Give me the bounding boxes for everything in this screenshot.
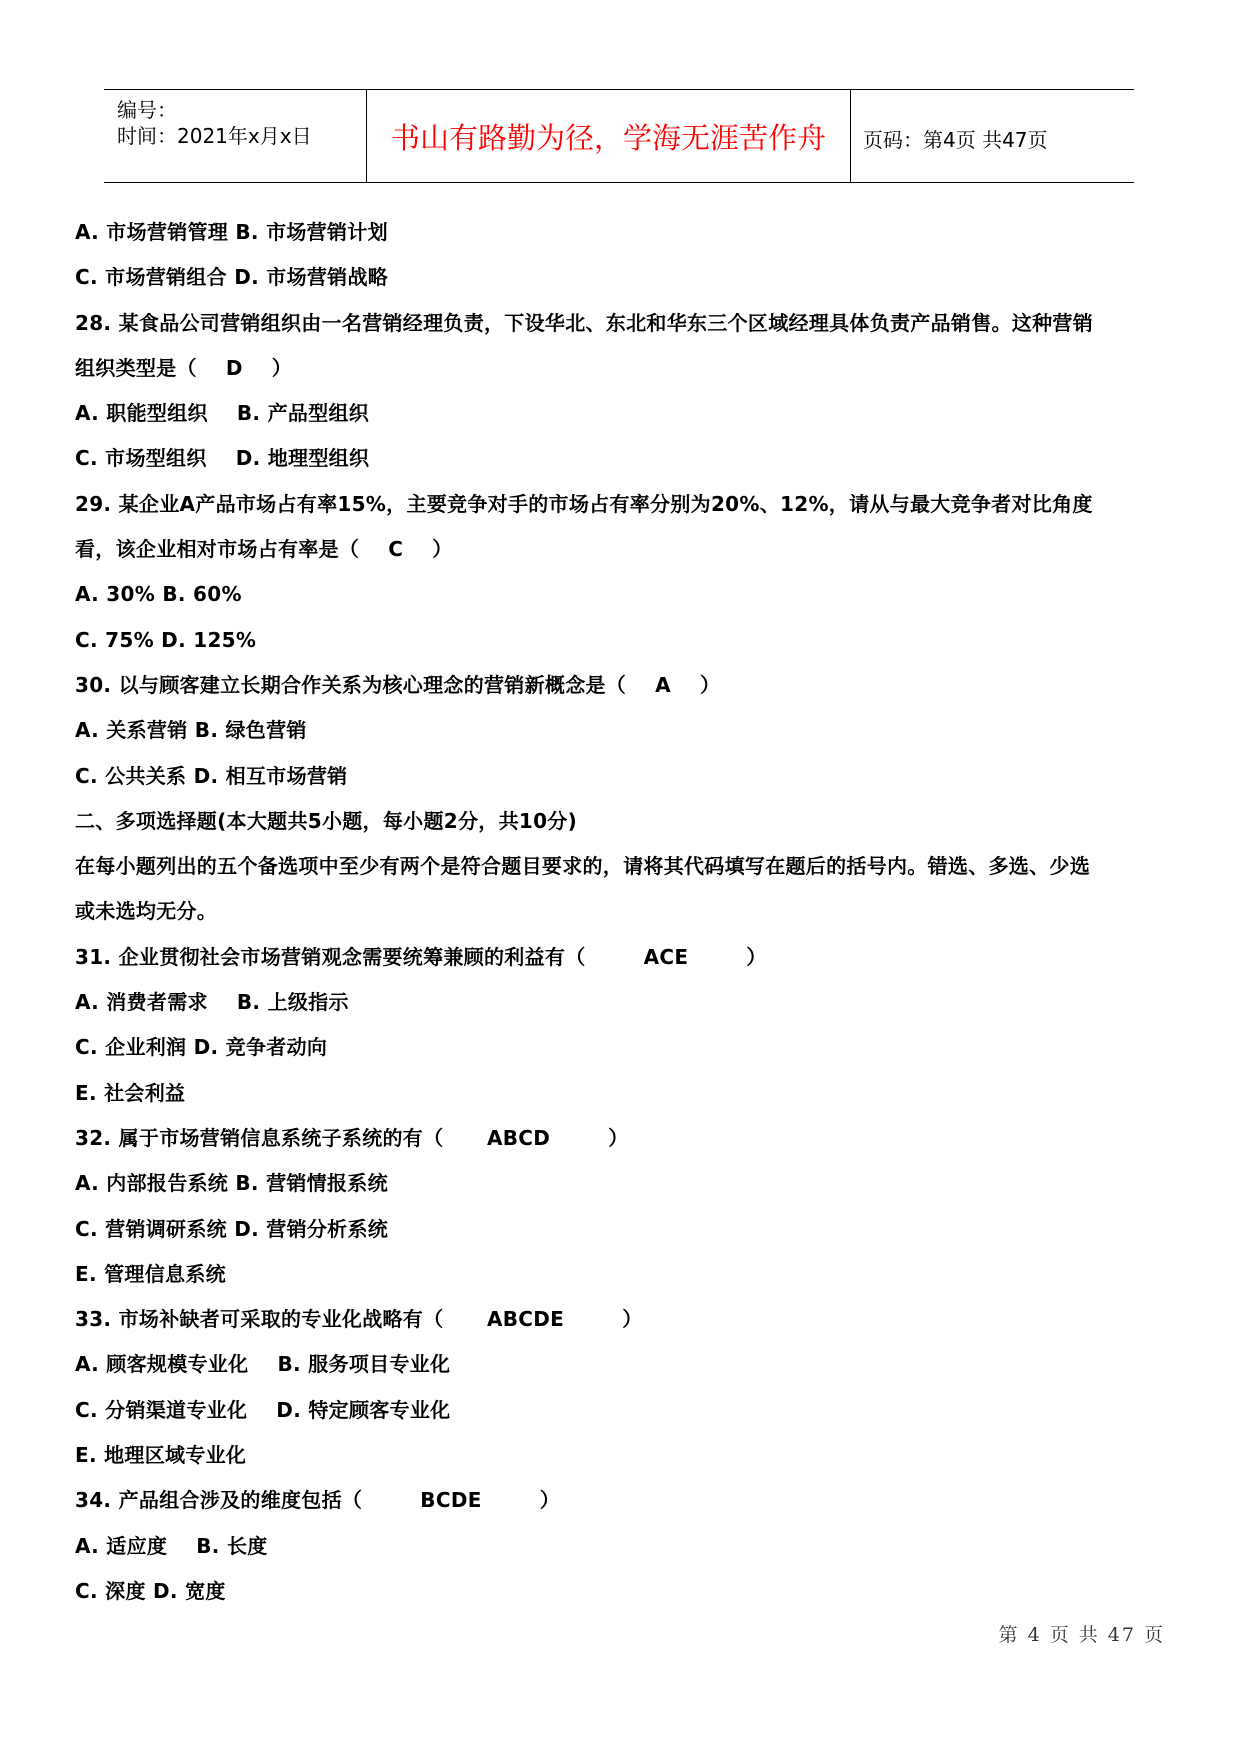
- header-middle-cell: [367, 90, 851, 182]
- text-line: 在每小题列出的五个备选项中至少有两个是符合题目要求的，请将其代码填写在题后的括号内。错选、多选、少选: [75, 854, 1090, 879]
- text-line: A. 顾客规模专业化 B. 服务项目专业化: [75, 1352, 451, 1377]
- page-info: 页码：第4页 共47页: [863, 128, 1048, 152]
- text-line: A. 关系营销 B. 绿色营销: [75, 718, 307, 743]
- page-header: [104, 89, 1134, 183]
- text-line: C. 企业利润 D. 竞争者动向: [75, 1035, 328, 1060]
- header-left-cell: [104, 90, 367, 182]
- section-heading: 二、多项选择题(本大题共5小题，每小题2分，共10分): [75, 808, 578, 833]
- text-line: 29. 某企业A产品市场占有率15%，主要竞争对手的市场占有率分别为20%、12%，请从与最大竞争者对比角度: [75, 491, 1093, 516]
- text-line: 33. 市场补缺者可采取的专业化战略有（ ABCDE ）: [75, 1307, 643, 1332]
- number-label: 编号：: [117, 98, 177, 122]
- text-line: 28. 某食品公司营销组织由一名营销经理负责，下设华北、东北和华东三个区域经理具体负责产品销售。这种营销: [75, 310, 1093, 335]
- text-line: 30. 以与顾客建立长期合作关系为核心理念的营销新概念是（ A ）: [75, 672, 721, 697]
- text-line: C. 公共关系 D. 相互市场营销: [75, 763, 348, 788]
- text-line: C. 深度 D. 宽度: [75, 1578, 226, 1603]
- text-line: 34. 产品组合涉及的维度包括（ BCDE ）: [75, 1488, 561, 1513]
- text-line: C. 市场型组织 D. 地理型组织: [75, 446, 370, 471]
- header-right-cell: [851, 90, 1134, 182]
- text-line: 31. 企业贯彻社会市场营销观念需要统筹兼顾的利益有（ ACE ）: [75, 944, 767, 969]
- text-line: A. 市场营销管理 B. 市场营销计划: [75, 220, 388, 244]
- text-line: A. 30% B. 60%: [75, 582, 242, 607]
- text-line: E. 地理区域专业化: [75, 1443, 247, 1468]
- text-line: C. 营销调研系统 D. 营销分析系统: [75, 1216, 389, 1241]
- page-footer: 第 4 页 共 47 页: [998, 1624, 1165, 1646]
- text-line: 组织类型是（ D ）: [75, 355, 293, 380]
- motto: 书山有路勤为径，学海无涯苦作舟: [390, 121, 826, 155]
- text-line: C. 市场营销组合 D. 市场营销战略: [75, 265, 389, 290]
- text-line: A. 职能型组织 B. 产品型组织: [75, 401, 370, 426]
- text-line: 或未选均无分。: [75, 899, 218, 924]
- text-line: A. 消费者需求 B. 上级指示: [75, 990, 349, 1015]
- text-line: C. 75% D. 125%: [75, 627, 257, 652]
- text-line: A. 内部报告系统 B. 营销情报系统: [75, 1171, 388, 1196]
- text-line: 32. 属于市场营销信息系统子系统的有（ ABCD ）: [75, 1125, 629, 1150]
- document-body: [75, 214, 1175, 1618]
- text-line: E. 管理信息系统: [75, 1261, 226, 1286]
- time-label: 时间：2021年x月x日: [117, 124, 312, 148]
- text-line: E. 社会利益: [75, 1080, 186, 1105]
- text-line: 看，该企业相对市场占有率是（ C ）: [75, 537, 453, 562]
- text-line: A. 适应度 B. 长度: [75, 1533, 268, 1558]
- text-line: C. 分销渠道专业化 D. 特定顾客专业化: [75, 1397, 451, 1422]
